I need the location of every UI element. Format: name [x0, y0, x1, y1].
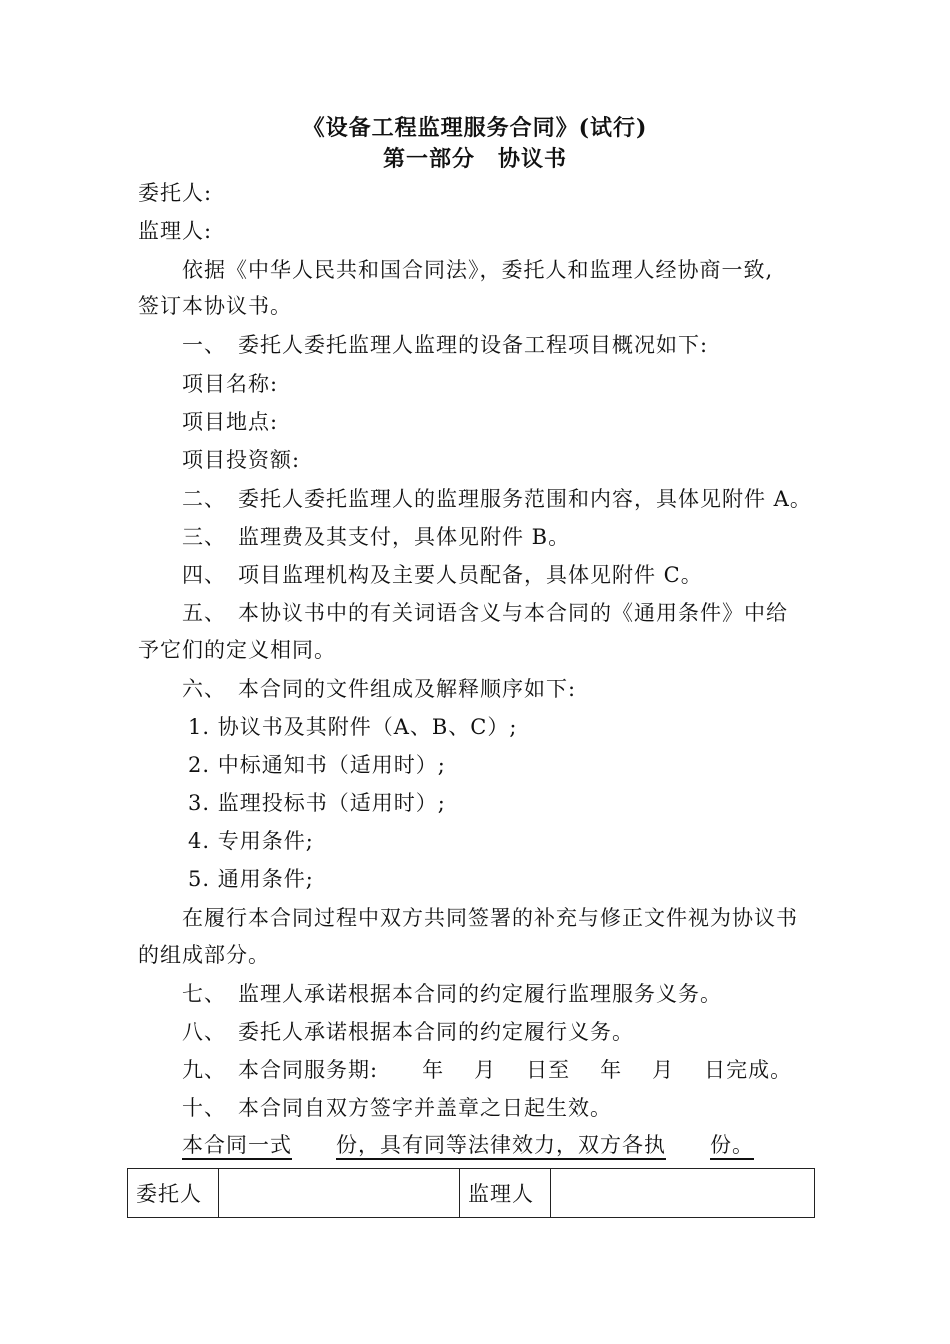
section-5-text: 本协议书中的有关词语含义与本合同的《通用条件》中给: [238, 601, 788, 625]
intro-line-1: 依据《中华人民共和国合同法》，委托人和监理人经协商一致,: [182, 258, 774, 282]
section-1-text: 委托人委托监理人监理的设备工程项目概况如下:: [238, 333, 709, 357]
document-list-item: 1. 协议书及其附件（A、B、C）;: [188, 715, 518, 739]
section-10-number: 十、: [182, 1096, 226, 1120]
section-2-number: 二、: [182, 487, 226, 511]
end-year-label: 年: [600, 1058, 623, 1082]
section-6-text: 本合同的文件组成及解释顺序如下:: [238, 677, 577, 701]
project-location-label: 项目地点:: [182, 410, 279, 434]
section-3-number: 三、: [182, 525, 226, 549]
supplement-line-2: 的组成部分。: [138, 943, 270, 967]
start-day-label: 日至: [526, 1058, 571, 1082]
client-signature-label: 委托人: [128, 1169, 219, 1218]
section-9: [182, 1055, 792, 1085]
signature-row: [128, 1169, 815, 1218]
section-8-number: 八、: [182, 1020, 226, 1044]
supervisor-label: 监理人:: [138, 219, 213, 243]
document-list-item: 5. 通用条件;: [188, 867, 314, 891]
copies-text-b: 份，具有同等法律效力，双方各执: [336, 1133, 666, 1157]
section-2: [182, 484, 812, 514]
section-7-text: 监理人承诺根据本合同的约定履行监理服务义务。: [238, 982, 722, 1006]
document-title: 《设备工程监理服务合同》(试行): [302, 115, 648, 141]
section-6-number: 六、: [182, 677, 226, 701]
section-4: [182, 560, 703, 590]
section-9-number: 九、: [182, 1058, 226, 1082]
start-month-label: 月: [474, 1058, 497, 1082]
supervisor-signature-cell[interactable]: [551, 1169, 815, 1218]
section-8: [182, 1017, 634, 1047]
section-7: [182, 979, 722, 1009]
start-year-label: 年: [422, 1058, 445, 1082]
section-5-number: 五、: [182, 601, 226, 625]
section-9-text: 本合同服务期:: [238, 1058, 379, 1082]
end-day-label: 日完成。: [704, 1058, 793, 1082]
end-month-label: 月: [652, 1058, 675, 1082]
section-6: [182, 674, 576, 704]
supplement-line-1: 在履行本合同过程中双方共同签署的补充与修正文件视为协议书: [182, 906, 798, 930]
supervisor-signature-label: 监理人: [460, 1169, 551, 1218]
section-4-number: 四、: [182, 563, 226, 587]
section-1: [182, 330, 708, 360]
client-signature-cell[interactable]: [219, 1169, 460, 1218]
section-3: [182, 522, 570, 552]
project-name-label: 项目名称:: [182, 372, 279, 396]
signature-table: [127, 1168, 815, 1218]
copies-text-a: 本合同一式: [182, 1133, 292, 1157]
section-3-text: 监理费及其支付，具体见附件 B。: [238, 525, 571, 549]
section-10-text: 本合同自双方签字并盖章之日起生效。: [238, 1096, 612, 1120]
section-8-text: 委托人承诺根据本合同的约定履行义务。: [238, 1020, 634, 1044]
copies-text-c: 份。: [710, 1133, 754, 1157]
section-2-text: 委托人委托监理人的监理服务范围和内容，具体见附件 A。: [238, 487, 812, 511]
document-list-item: 3. 监理投标书（适用时）;: [188, 791, 446, 815]
document-subtitle: 第一部分 协议书: [382, 146, 567, 172]
document-list-item: 2. 中标通知书（适用时）;: [188, 753, 446, 777]
section-5-continued: 予它们的定义相同。: [138, 638, 336, 662]
intro-line-2: 签订本协议书。: [138, 294, 292, 318]
section-7-number: 七、: [182, 982, 226, 1006]
project-investment-label: 项目投资额:: [182, 448, 301, 472]
section-4-text: 项目监理机构及主要人员配备，具体见附件 C。: [238, 563, 703, 587]
section-5: [182, 598, 788, 628]
client-label: 委托人:: [138, 181, 213, 205]
section-1-number: 一、: [182, 333, 226, 357]
section-10: [182, 1093, 612, 1123]
copies-clause: [182, 1130, 754, 1160]
document-list-item: 4. 专用条件;: [188, 829, 314, 853]
